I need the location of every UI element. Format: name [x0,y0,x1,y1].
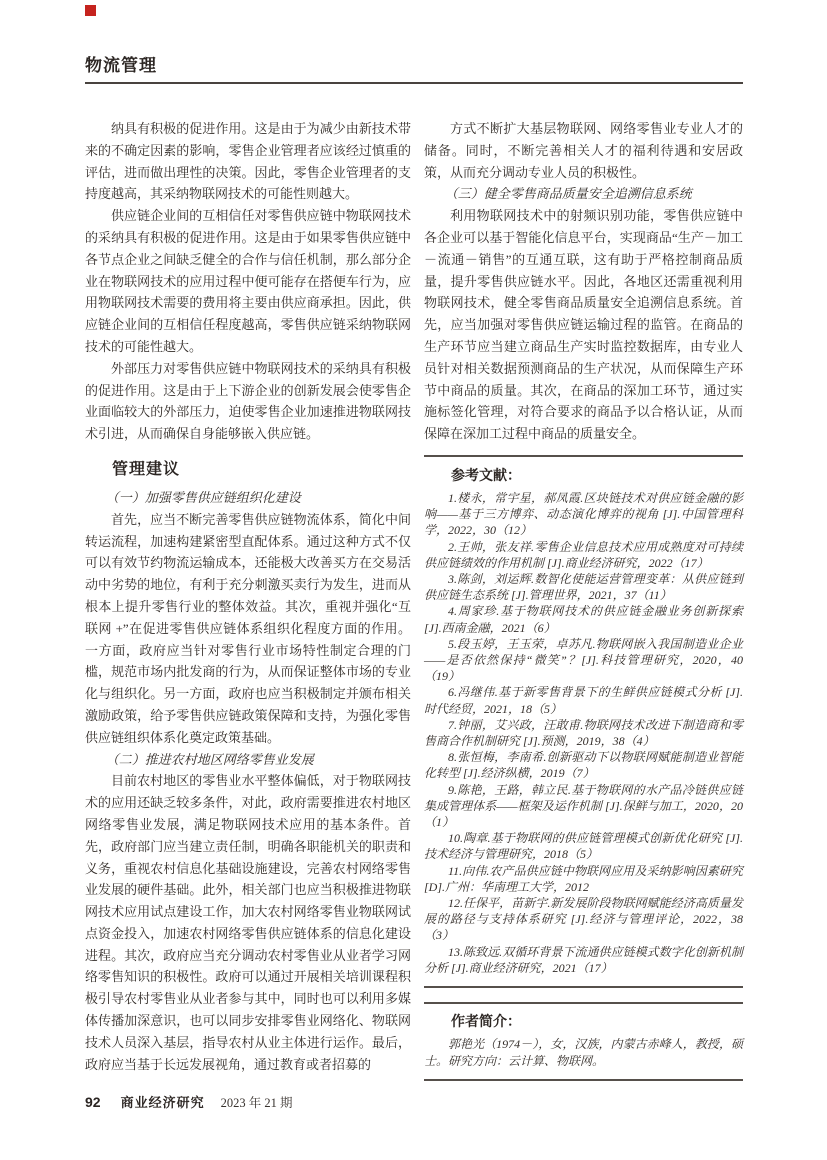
issue-label: 2023 年 21 期 [220,1096,293,1110]
reference-item: 12.任保平，苗新宇.新发展阶段物联网赋能经济高质量发展的路径与支持体系研究 [J].经济与管理评论，2022，38（3） [424,896,743,943]
paragraph-talent-reserve: 方式不断扩大基层物联网、网络零售业专业人才的储备。同时，不断完善相关人才的福利待遇和安居政策，从而充分调动专业人员的积极性。 [424,121,743,180]
journal-name: 商业经济研究 [120,1095,205,1110]
reference-item: 10.陶章.基于物联网的供应链管理模式创新优化研究 [J].技术经济与管理研究，2018（5） [424,831,743,862]
author-bio-box [424,1002,743,1081]
paragraph-organization-building: 首先，应当不断完善零售供应链物流体系，简化中间转运流程，加速构建紧密型直配体系。通过这种方式不仅可以有效节约物流运输成本，还能极大改善买方在交易活动中劣势的地位，有利于充分刺激买卖行为发生，进而从根本上提升零售行业的整体效益。其次，重视并强化“互联网 +”在促进零售供应链体系组织化程度方面的作用。一方面，政府应当针对零售行业市场特性制定合理的门槛，规范市场内批发商的行为，从而保证整体市场的专业化与组织化。另一方面，政府也应当积极制定并颁布相关激励政策，给予零售供应链政策保障和支持，为强化零售供应链组织体系化奠定政策基础。 [85,511,411,745]
paragraph-adoption-support: 纳具有积极的促进作用。这是由于为减少由新技术带来的不确定因素的影响，零售企业管理者应该经过慎重的评估，进而做出理性的决策。因此，零售企业管理者的支持度越高，其采纳物联网技术的可能性则越大。 [85,121,411,202]
author-bio-heading: 作者简介： [451,1013,521,1030]
references-box [424,455,743,988]
subsection-heading-1: （一）加强零售供应链组织化建设 [105,489,301,505]
page-header [85,56,743,84]
subsection-heading-2: （二）推进农村地区网络零售业发展 [105,751,314,767]
reference-item: 3.陈剑，刘运辉.数智化使能运营管理变革：从供应链到供应链生态系统 [J].管理世界，2021，37（11） [424,571,743,603]
reference-item: 2.王帅，张友祥.零售企业信息技术应用成熟度对可持续供应链绩效的作用机制 [J].商业经济研究，2022（17） [424,539,743,570]
column-section-label: 物流管理 [85,56,157,75]
reference-item: 8.张恒梅，李南希.创新驱动下以物联网赋能制造业智能化转型 [J].经济纵横，2019（7） [424,750,743,781]
reference-item: 7.钟丽，艾兴政，汪敢甫.物联网技术改进下制造商和零售商合作机制研究 [J].预测，2019，38（4） [424,717,743,748]
page-number: 92 [85,1094,101,1110]
subsection-heading-3: （三）健全零售商品质量安全追溯信息系统 [444,186,692,202]
corner-mark [85,5,96,16]
reference-item: 1.楼永，常宇星，郝凤霞.区块链技术对供应链金融的影响——基于三方博弈、动态演化博弈的视角 [J].中国管理科学，2022，30（12） [424,490,743,538]
reference-item: 9.陈艳，王路，韩立民.基于物联网的水产品冷链供应链集成管理体系——框架及运作机制 [J].保鲜与加工，2020，20（1） [424,782,743,830]
section-heading-management-advice: 管理建议 [112,460,181,478]
author-bio-text: 郭艳光（1974－），女，汉族，内蒙古赤峰人，教授，硕士。研究方向：云计算、物联网。 [424,1037,743,1068]
reference-item: 13.陈致远.双循环背景下流通供应链模式数字化创新机制分析 [J].商业经济研究，2021（17） [424,944,743,975]
reference-item: 4.周家珍.基于物联网技术的供应链金融业务创新探索 [J].西南金融，2021（6） [424,604,743,635]
paragraph-external-pressure: 外部压力对零售供应链中物联网技术的采纳具有积极的促进作用。这是由于上下游企业的创新发展会使零售企业面临较大的外部压力，迫使零售企业加速推进物联网技术引进，从而确保自身能够嵌入供应链。 [85,360,411,442]
right-column [424,118,743,1081]
paragraph-rural-retail: 目前农村地区的零售业水平整体偏低，对于物联网技术的应用还缺乏较多条件，对此，政府需要推进农村地区网络零售业发展，满足物联网技术应用的基本条件。首先，政府部门应当建立责任制，明确各职能机关的职责和义务，重视农村信息化基础设施建设，完善农村网络零售业发展的硬件基础。此外，相关部门也应当积极推进物联网技术应用试点建设工作，加大农村网络零售业物联网试点资金投入，加速农村网络零售供应链体系的信息化建设进程。其次，政府应当充分调动农村零售业从业者学习网络零售知识的积极性。政府可以通过开展相关培训课程积极引导农村零售业从业者参与其中，同时也可以利用多媒体传播加深意识，也可以同步安排零售业网络化、物联网技术人员深入基层，指导农村从业主体进行运作。最后，政府应当基于长远发展视角，通过教育或者招募的 [85,773,411,1072]
reference-item: 5.段玉婷，王玉荣，卓苏凡.物联网嵌入我国制造业企业——是否依然保持“微笑”？[J].科技管理研究，2020，40（19） [424,636,743,684]
reference-item: 6.冯继伟.基于新零售背景下的生鲜供应链模式分析 [J].时代经贸，2021，18（5） [424,685,743,716]
references-heading: 参考文献： [451,466,521,483]
paragraph-mutual-trust: 供应链企业间的互相信任对零售供应链中物联网技术的采纳具有积极的促进作用。这是由于如果零售供应链中各节点企业之间缺乏健全的合作与信任机制，那么部分企业在物联网技术的应用过程中便可能存在搭便车行为，应用物联网技术需要的费用将主要由供应商承担。因此，供应链企业间的互相信任程度越高，零售供应链采纳物联网技术的可能性越大。 [85,208,411,354]
paragraph-traceability-system: 利用物联网技术中的射频识别功能，零售供应链中各企业可以基于智能化信息平台，实现商品“生产－加工－流通－销售”的互通互联，这有助于严格控制商品质量，提升零售供应链水平。因此，各地区还需重视利用物联网技术，健全零售商品质量安全追溯信息系统。首先，应当加强对零售供应链运输过程的监管。在商品的生产环节应当建立商品生产实时监控数据库，由专业人员针对相关数据预测商品的生产状况，从而保障生产环节中商品的质量。其次，在商品的深加工环节，通过实施标签化管理，对符合要求的商品予以合格认证，从而保障在深加工过程中商品的质量安全。 [424,208,743,442]
left-column [85,118,411,1075]
page-footer [85,1092,745,1111]
reference-item: 11.向伟.农产品供应链中物联网应用及采纳影响因素研究 [D].广州：华南理工大学，2012 [424,863,743,894]
